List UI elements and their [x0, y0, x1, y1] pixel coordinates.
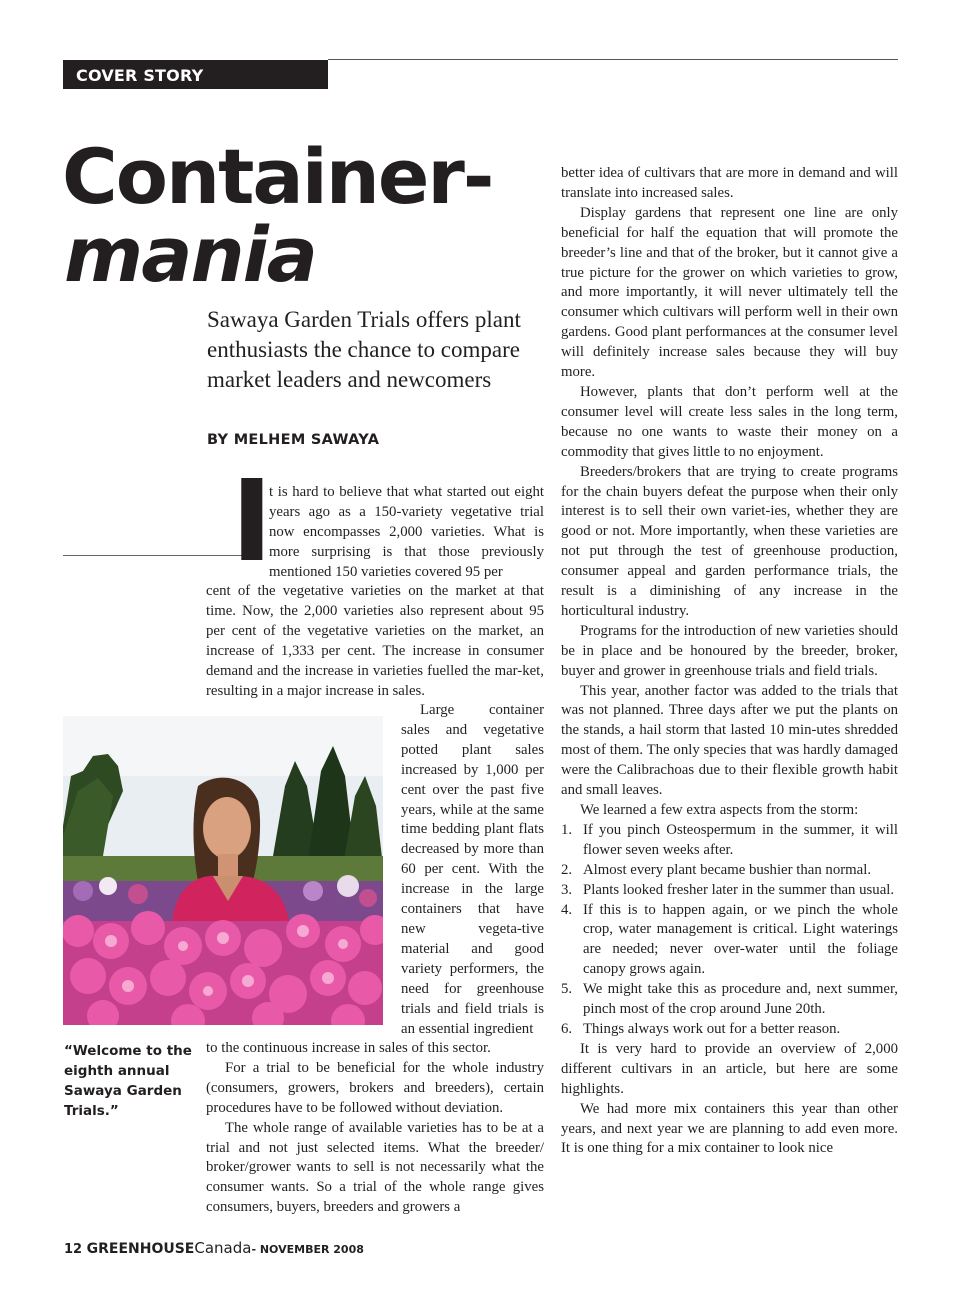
list-text: If you pinch Osteospermum in the summer, it will flower seven weeks after. [583, 821, 898, 858]
paragraph: Breeders/brokers that are trying to create programs for the chain buyers defeat the purpose when their only interest is to sell their own variet-ies, whether they are good or not. More importantly, when these varieties are not put through the test of greenhouse production, consumer appeal and garden performance trials, the result is a diminishing of any increase in the horticultural industry. [561, 463, 898, 619]
list-number: 4. [561, 901, 573, 918]
drop-cap: I [231, 457, 273, 587]
column1-wrap-text: Large container sales and vegetative potted plant sales increased by 1,000 per cent over the past five years, while at the same time bedding plant flats decreased by more than 60 per cent. With the increase in the large containers that have new vegeta-tive material and good variety performers, the need for greenhouse trials and field trials is an essential ingredient [401, 702, 544, 1037]
list-item [561, 861, 898, 881]
paragraph: However, plants that don’t perform well at the consumer level will create less sales in the long term, because no one wants to waste their money on a commodity that gives little to no enjoyment. [561, 383, 898, 460]
list-number: 6. [561, 1020, 573, 1037]
paragraph: Display gardens that represent one line are only beneficial for half the equation that will promote the breeder’s line and that of the broker, but it cannot give a true picture for the grower on which varieties to grow, and more importantly, it will never ultimately tell the consumer which cultivars will perform well in their own gardens. Good plant performances at the consumer level will definitely increase sales because they will buy more. [561, 204, 898, 381]
paragraph: better idea of cultivars that are more in demand and will translate into increased sales. [561, 165, 898, 201]
paragraph: to the continuous increase in sales of this sector. [206, 1040, 491, 1056]
lead-rule [63, 555, 250, 556]
list-number: 2. [561, 861, 573, 878]
magazine-name-bold: GREENHOUSE [86, 1241, 195, 1257]
paragraph: For a trial to be beneficial for the whole industry (consumers, growers, brokers and breeders), certain procedures have to be followed without deviation. [206, 1059, 544, 1116]
photo-caption: “Welcome to the eighth annual Sawaya Garden Trials.” [64, 1043, 192, 1119]
photo-illustration [63, 716, 383, 1025]
list-text: We might take this as procedure and, next summer, pinch most of the crop around June 20th. [583, 981, 898, 1018]
paragraph: This year, another factor was added to the trials that was not planned. Three days after we put the plants on the stands, a hail storm that lasted 10 min-utes shredded most of them. The only species that was hardly damaged were the Calibrachoas due to their flexible growth habit and small leaves. [561, 682, 898, 799]
list-text: If this is to happen again, or we pinch the whole crop, water management is critical. Light waterings are needed; never over-water until the foliage canopy grows again. [583, 901, 898, 978]
magazine-name-light: Canada [194, 1239, 252, 1257]
article-title-line-1: Container- [62, 132, 493, 221]
article-subtitle: Sawaya Garden Trials offers plant enthusiasts the chance to compare market leaders and newcomers [207, 307, 521, 392]
paragraph: We had more mix containers this year than other years, and next year we are planning to add even more. It is one thing for a mix container to look nice [561, 1100, 898, 1157]
column1-body: cent of the vegetative varieties on the market at that time. Now, the 2,000 varieties also represent about 95 per cent of the vegetative varieties on the market, an increase of 1,333 per cent. The increase in consumer demand and the increase in varieties fuelled the mar-ket, resulting in a major increase in sales. [206, 583, 544, 699]
lead-paragraph: t is hard to believe that what started out eight years ago as a 150-variety vegetative trial now encompasses 2,000 varieties. What is more surprising is that those previously mentioned 150 varieties covered 95 per [269, 484, 544, 580]
photo-garden-trials [63, 716, 383, 1025]
list-number: 3. [561, 881, 573, 898]
paragraph: It is very hard to provide an overview of 2,000 different cultivars in an article, but here are some highlights. [561, 1040, 898, 1097]
byline: BY MELHEM SAWAYA [207, 432, 380, 448]
list-text: Plants looked fresher later in the summer than usual. [583, 881, 895, 898]
column1-bottom [206, 1039, 544, 1218]
article-title-line-2: mania [64, 210, 316, 299]
paragraph: Programs for the introduction of new varieties should be in place and be honoured by the breeder, broker, buyer and grower in greenhouse trials and field trials. [561, 622, 898, 679]
paragraph: We learned a few extra aspects from the storm: [580, 802, 859, 818]
list-item [561, 980, 898, 1020]
list-item [561, 901, 898, 981]
list-item [561, 821, 898, 861]
list-number: 5. [561, 981, 573, 998]
header-rule [328, 59, 898, 60]
list-text: Things always work out for a better reason. [583, 1020, 841, 1037]
column2 [561, 164, 898, 1159]
page-number: 12 [64, 1242, 83, 1257]
list-item [561, 881, 898, 901]
paragraph: The whole range of available varieties has to be at a trial and not just selected items. What the breeder/ broker/grower wants to sell is not necessarily what the consumer wants. So a trial of the whole range gives consumers, buyers, breeders and growers a [206, 1119, 544, 1216]
list-number: 1. [561, 821, 573, 838]
page-footer [64, 1239, 364, 1257]
issue-date: - NOVEMBER 2008 [251, 1243, 364, 1256]
list-item [561, 1020, 898, 1040]
list-text: Almost every plant became bushier than normal. [583, 861, 872, 878]
section-label: COVER STORY [63, 60, 328, 89]
